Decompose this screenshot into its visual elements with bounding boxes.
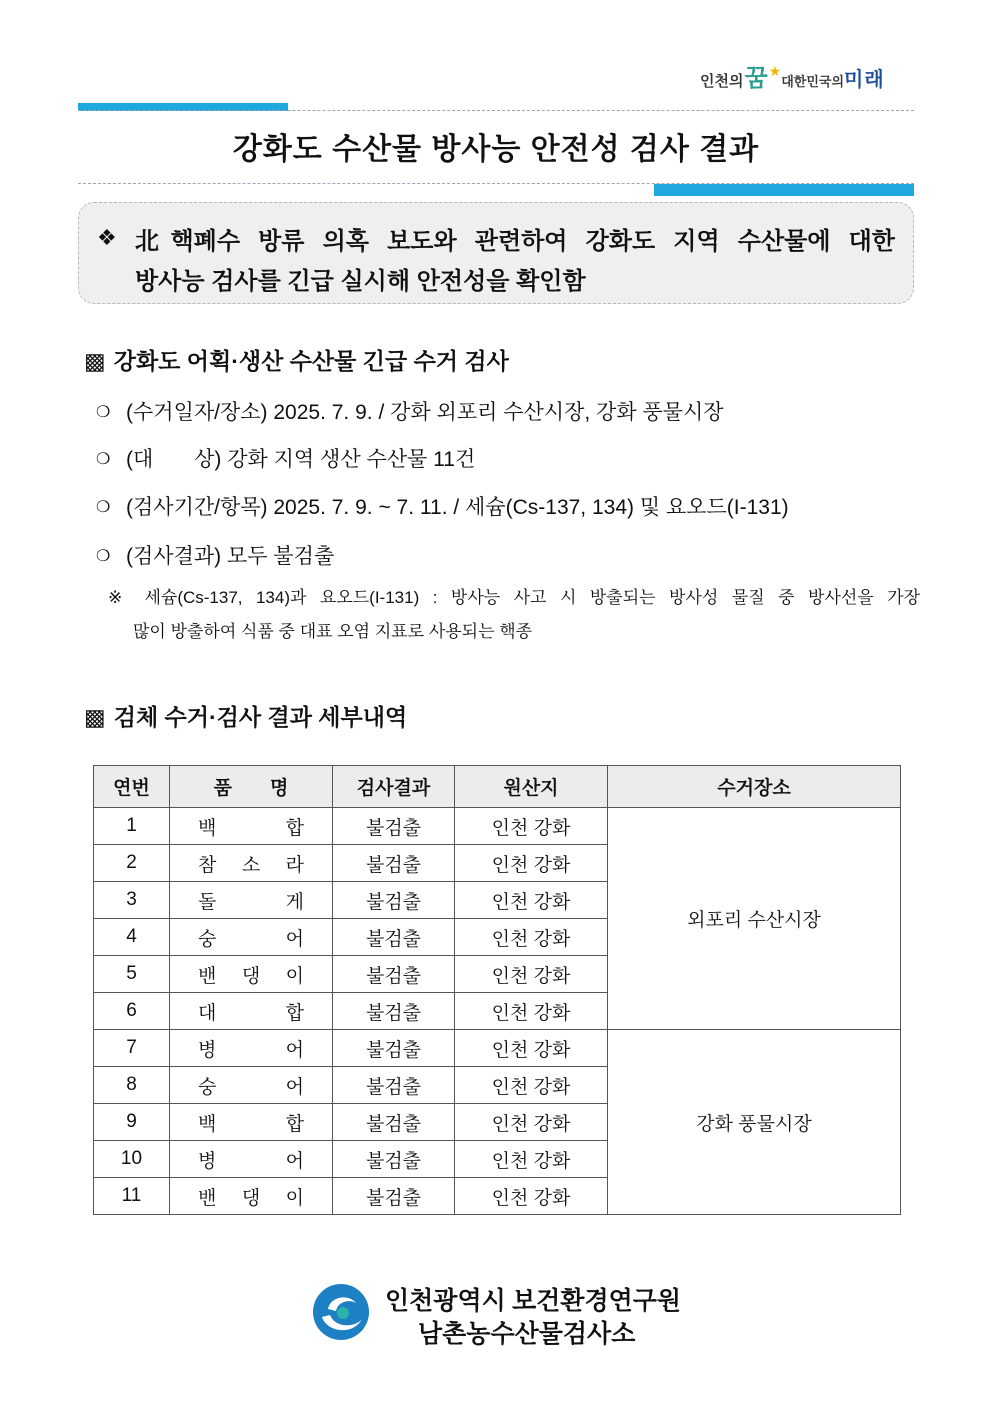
cell-name bbox=[170, 1104, 333, 1141]
cell-no: 3 bbox=[94, 882, 170, 919]
item-name-char: 백 bbox=[198, 1113, 217, 1135]
item-name bbox=[170, 887, 332, 914]
circle-bullet-icon: ❍ bbox=[96, 404, 111, 421]
checkbox-square-icon: ▩ bbox=[84, 348, 106, 374]
star-icon: ★ bbox=[768, 63, 782, 79]
item-name bbox=[170, 998, 332, 1025]
diamond-bullet-icon: ❖ bbox=[97, 225, 117, 250]
cell-name bbox=[170, 919, 333, 956]
item-name bbox=[170, 924, 332, 951]
cell-origin: 인천 강화 bbox=[455, 1067, 608, 1104]
cell-result: 불검출 bbox=[333, 845, 455, 882]
item-name-char: 병 bbox=[198, 1150, 217, 1172]
circle-bullet-icon: ❍ bbox=[96, 451, 111, 468]
col-header-result: 검사결과 bbox=[333, 766, 455, 808]
cell-name bbox=[170, 1178, 333, 1215]
section2-heading-text: 검체 수거·검사 결과 세부내역 bbox=[113, 704, 408, 730]
item-name-char: 댕 bbox=[241, 965, 261, 987]
cell-origin: 인천 강화 bbox=[455, 1141, 608, 1178]
item-name-char: 숭 bbox=[198, 1076, 217, 1098]
title-divider-top bbox=[78, 110, 914, 111]
cell-no: 6 bbox=[94, 993, 170, 1030]
cell-no: 5 bbox=[94, 956, 170, 993]
cell-origin: 인천 강화 bbox=[455, 993, 608, 1030]
cell-origin: 인천 강화 bbox=[455, 956, 608, 993]
item-name-char: 밴 bbox=[198, 1187, 217, 1209]
table-header-row bbox=[94, 766, 901, 808]
item-name bbox=[170, 1072, 332, 1099]
cell-no: 7 bbox=[94, 1030, 170, 1067]
item-name bbox=[170, 850, 332, 877]
cell-no: 8 bbox=[94, 1067, 170, 1104]
note-line-1: ※ 세슘(Cs-137, 134)과 요오드(I-131) : 방사능 사고 시 방출되는 방사성 물질 중 방사선을 가장 bbox=[108, 588, 920, 607]
item-name-char: 라 bbox=[285, 854, 304, 876]
item-name bbox=[170, 961, 332, 988]
item-name bbox=[170, 1035, 332, 1062]
slogan-logo bbox=[700, 58, 915, 98]
circle-bullet-icon: ❍ bbox=[96, 548, 111, 565]
cell-no: 11 bbox=[94, 1178, 170, 1215]
cell-no: 10 bbox=[94, 1141, 170, 1178]
item-name-char: 숭 bbox=[198, 928, 217, 950]
col-header-location: 수거장소 bbox=[608, 766, 901, 808]
institute-logo-icon bbox=[312, 1283, 370, 1341]
item-name-char: 소 bbox=[241, 854, 261, 876]
item-name-char: 이 bbox=[285, 1187, 304, 1209]
results-table bbox=[93, 765, 901, 1215]
item-name-char: 참 bbox=[198, 854, 217, 876]
item-name-char: 게 bbox=[285, 891, 304, 913]
summary-line-2: 방사능 검사를 긴급 실시해 안전성을 확인함 bbox=[135, 268, 586, 295]
page-title: 강화도 수산물 방사능 안전성 검사 결과 bbox=[232, 133, 760, 166]
slogan-part2: 꿈 bbox=[744, 65, 768, 92]
cell-result: 불검출 bbox=[333, 993, 455, 1030]
item-name-char: 병 bbox=[198, 1039, 217, 1061]
cell-name bbox=[170, 808, 333, 845]
note-line-2: 많이 방출하여 식품 중 대표 오염 지표로 사용되는 핵종 bbox=[133, 622, 533, 641]
summary-line-1: 北핵폐수 방류 의혹 보도와 관련하여 강화도 지역 수산물에 대한 bbox=[135, 228, 895, 255]
bullet-item bbox=[96, 540, 334, 570]
cell-origin: 인천 강화 bbox=[455, 845, 608, 882]
item-name-char: 합 bbox=[285, 1002, 304, 1024]
cell-location: 외포리 수산시장 bbox=[608, 808, 901, 1030]
cell-no: 1 bbox=[94, 808, 170, 845]
item-name bbox=[170, 1183, 332, 1210]
bullet-text: (수거일자/장소) 2025. 7. 9. / 강화 외포리 수산시장, 강화 풍물시장 bbox=[126, 401, 724, 424]
cell-origin: 인천 강화 bbox=[455, 1030, 608, 1067]
item-name-char: 대 bbox=[198, 1002, 217, 1024]
slogan-part3: 대한민국의 bbox=[781, 74, 845, 89]
col-header-name: 품 명 bbox=[170, 766, 333, 808]
cell-no: 4 bbox=[94, 919, 170, 956]
item-name-char: 어 bbox=[285, 1150, 304, 1172]
bullet-text: (대 상) 강화 지역 생산 수산물 11건 bbox=[126, 448, 476, 471]
cell-origin: 인천 강화 bbox=[455, 919, 608, 956]
cell-no: 2 bbox=[94, 845, 170, 882]
slogan-part1: 인천의 bbox=[700, 73, 744, 90]
item-name-char: 어 bbox=[285, 928, 304, 950]
summary-box bbox=[78, 202, 914, 304]
cell-origin: 인천 강화 bbox=[455, 1104, 608, 1141]
item-name-char: 돌 bbox=[198, 891, 217, 913]
section1-heading bbox=[84, 343, 509, 376]
section1-heading-text: 강화도 어획·생산 수산물 긴급 수거 검사 bbox=[113, 348, 509, 374]
item-name-char: 어 bbox=[285, 1039, 304, 1061]
footer-office-name: 남촌농수산물검사소 bbox=[418, 1321, 636, 1348]
table-row bbox=[94, 1030, 901, 1067]
cell-no: 9 bbox=[94, 1104, 170, 1141]
bullet-text: (검사기간/항목) 2025. 7. 9. ~ 7. 11. / 세슘(Cs-137, 134) 및 요오드(I-131) bbox=[126, 496, 789, 519]
col-header-origin: 원산지 bbox=[455, 766, 608, 808]
section2-heading bbox=[84, 699, 407, 732]
cell-name bbox=[170, 1030, 333, 1067]
item-name bbox=[170, 1146, 332, 1173]
cell-result: 불검출 bbox=[333, 1178, 455, 1215]
cell-result: 불검출 bbox=[333, 956, 455, 993]
cell-result: 불검출 bbox=[333, 1141, 455, 1178]
item-name bbox=[170, 1109, 332, 1136]
cell-origin: 인천 강화 bbox=[455, 808, 608, 845]
circle-bullet-icon: ❍ bbox=[96, 499, 111, 516]
cell-name bbox=[170, 1141, 333, 1178]
cell-result: 불검출 bbox=[333, 1030, 455, 1067]
item-name-char: 밴 bbox=[198, 965, 217, 987]
cell-origin: 인천 강화 bbox=[455, 882, 608, 919]
cell-result: 불검출 bbox=[333, 1104, 455, 1141]
cell-name bbox=[170, 845, 333, 882]
bullet-item bbox=[96, 491, 789, 521]
cell-name bbox=[170, 1067, 333, 1104]
cell-result: 불검출 bbox=[333, 882, 455, 919]
item-name-char: 어 bbox=[285, 1076, 304, 1098]
cell-name bbox=[170, 882, 333, 919]
item-name-char: 합 bbox=[285, 1113, 304, 1135]
checkbox-square-icon: ▩ bbox=[84, 704, 106, 730]
col-header-no: 연번 bbox=[94, 766, 170, 808]
item-name-char: 합 bbox=[285, 817, 304, 839]
cell-result: 불검출 bbox=[333, 919, 455, 956]
item-name-char: 댕 bbox=[241, 1187, 261, 1209]
item-name-char: 백 bbox=[198, 817, 217, 839]
cell-result: 불검출 bbox=[333, 1067, 455, 1104]
bullet-text: (검사결과) 모두 불검출 bbox=[126, 545, 335, 568]
cell-name bbox=[170, 956, 333, 993]
footer-institute-name: 인천광역시 보건환경연구원 bbox=[385, 1288, 682, 1315]
cell-origin: 인천 강화 bbox=[455, 1178, 608, 1215]
item-name-char: 이 bbox=[285, 965, 304, 987]
bullet-item bbox=[96, 396, 724, 426]
title-accent-bar-bottom bbox=[654, 184, 914, 196]
item-name bbox=[170, 813, 332, 840]
slogan-part4: 미래 bbox=[844, 69, 885, 91]
cell-result: 불검출 bbox=[333, 808, 455, 845]
cell-location: 강화 풍물시장 bbox=[608, 1030, 901, 1215]
cell-name bbox=[170, 993, 333, 1030]
bullet-item bbox=[96, 443, 475, 473]
table-row bbox=[94, 808, 901, 845]
